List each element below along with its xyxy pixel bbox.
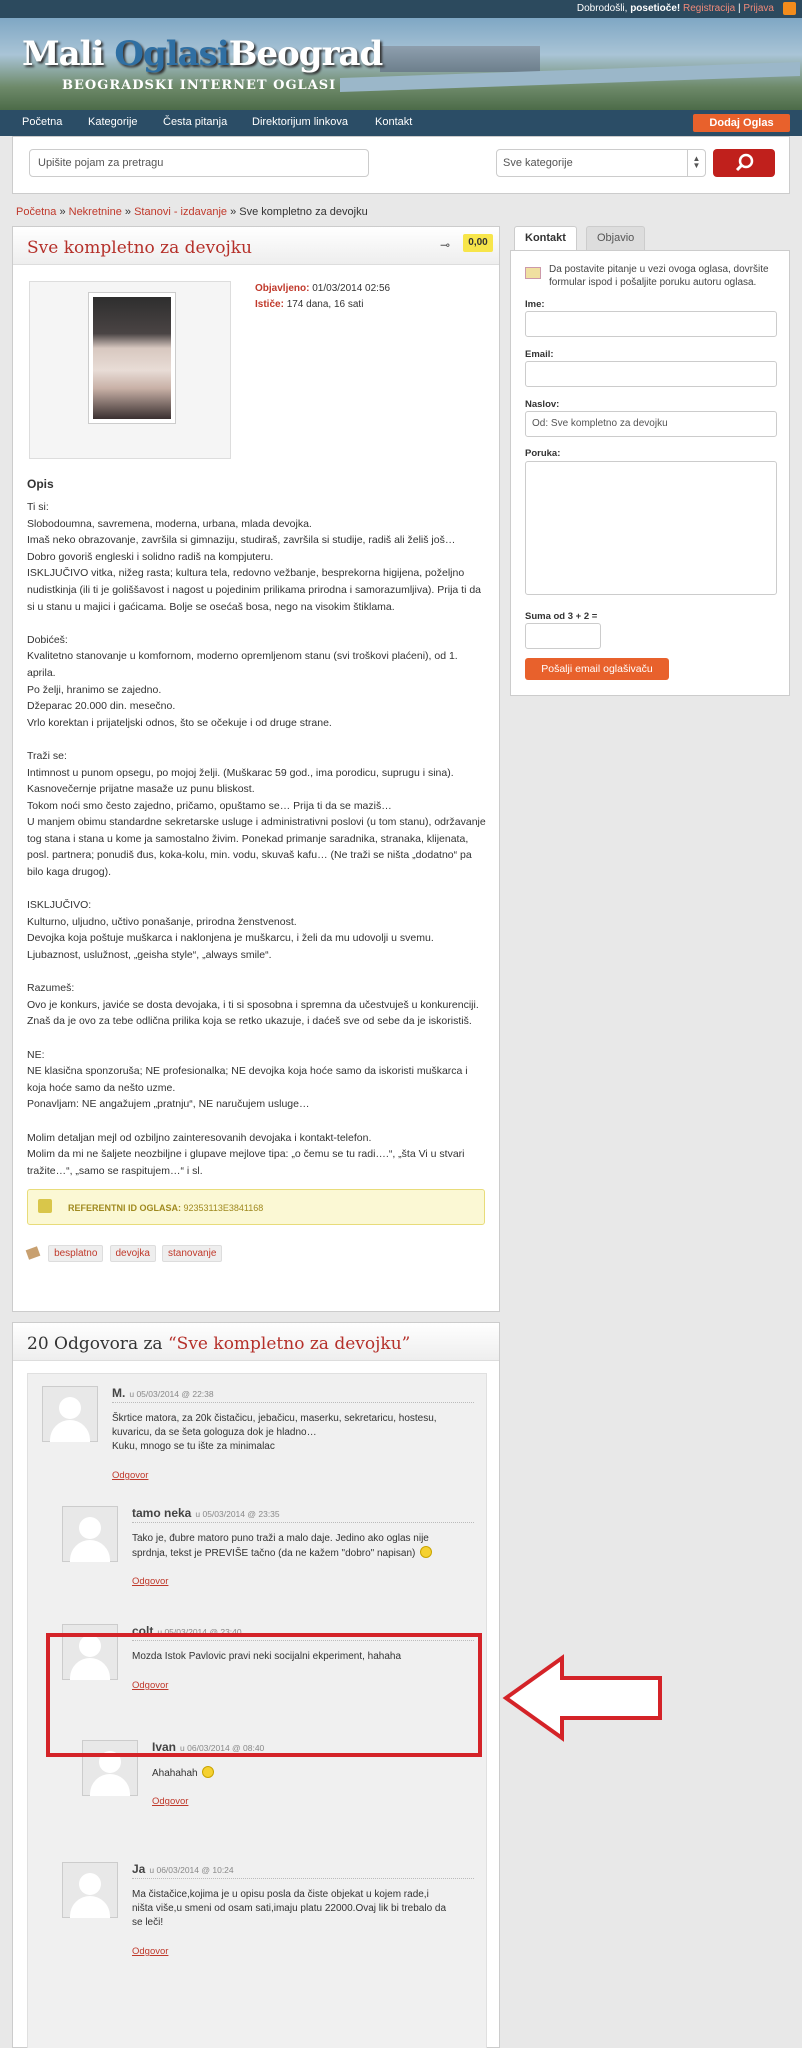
reply-link[interactable]: Odgovor [112, 1470, 149, 1481]
main-nav [0, 110, 802, 136]
mail-icon [525, 267, 541, 279]
comment-text: Škrtice matora, za 20k čistačicu, jebačicu, maserku, sekretaricu, hostesu, kuvaricu, da se šeta gologuza dok je hladno… Kuku, mnogo se tu ište za minimalac [112, 1413, 437, 1452]
reference-id-box [27, 1189, 485, 1225]
ad-panel [12, 226, 500, 1312]
comment-author[interactable]: colt [132, 1624, 154, 1638]
divider [112, 1402, 474, 1403]
message-label: Poruka: [525, 448, 561, 459]
breadcrumb-current: Sve kompletno za devojku [239, 206, 368, 218]
nav-item-home[interactable]: Početna [22, 116, 63, 128]
search-bar [12, 136, 790, 194]
comment-text: Ahahahah [152, 1768, 198, 1779]
breadcrumb-apartments[interactable]: Stanovi - izdavanje [134, 206, 228, 218]
select-arrows-icon: ▲ ▼ [687, 150, 705, 176]
search-button[interactable] [713, 149, 775, 177]
smiley-icon [202, 1766, 214, 1778]
breadcrumb-sep: » [124, 206, 132, 218]
site-logo[interactable] [22, 34, 382, 74]
expires-value: 174 dana, 16 sati [286, 299, 364, 310]
date-prefix: u [180, 1743, 185, 1753]
tab-author[interactable]: Objavio [586, 226, 645, 250]
top-bar [0, 0, 802, 18]
subject-field[interactable]: Od: Sve kompletno za devojku [525, 411, 777, 437]
breadcrumb-real-estate[interactable]: Nekretnine [68, 206, 122, 218]
comments-title [27, 1334, 410, 1354]
avatar [42, 1386, 98, 1442]
logo-part2: Oglasi [114, 34, 229, 74]
comment-author[interactable]: tamo neka [132, 1506, 192, 1520]
name-field[interactable] [525, 311, 777, 337]
divider [132, 1522, 474, 1523]
comment-date[interactable]: 05/03/2014 @ 23:35 [202, 1509, 280, 1519]
ad-description: Ti si: Slobodoumna, savremena, moderna, urbana, mlada devojka. Imaš neko obrazovanje, završila si gimnaziju, studiraš, završila si studije, radiš ali želiš još… Dobro govoriš engleski i solidno radiš na kompjuteru. ISKLJUČIVO vitka, nižeg rasta; kultura tela, redovno vežbanje, besprekorna higijena, poželjno nudistkinja (ili ti je goliššavost i nagost u pojedinim prilikama prirodna i samorazumljiva). Prija ti da si u stanu u majici i gaćicama. Bolje se osećaš bosa, nego na visokim štiklama. Dobićeš: Kvalitetno stanovanje u komfornom, moderno opremljenom stanu (svi troškovi plaćeni), od 1. aprila. Po želji, hranimo se zajedno. Džeparac 20.000 din. mesečno. Vrlo korektan i prijateljski odnos, što se očekuje i od druge strane. Traži se: Intimnost u punom opsegu, po mojoj želji. (Muškarac 59 god., ima porodicu, suprugu i sina). Kasnovečernje prijatne masaže uz punu bliskost. Tokom noći smo često zajedno, pričamo, opuštamo se… Prija ti da se maziš… U manjem obimu standardne sekretarske usluge i administrativni poslovi (u tom stanu), održavanje tog stana i stana u kome ja samostalno živim. Ponekad primanje saradnika, stranaka, klijenata, posl. partnera; ponudiš đus, koka-kolu, min. vodu, skuvaš kafu… (Ne traži se ništa „dodatno“ pa bilo kaga drugog). ISKLJUČIVO: Kulturno, uljudno, učtivo ponašanje, prirodna ženstvenost. Devojka koja poštuje muškarca i naklonjena je muškarcu, i želi da mu udovolji u svemu. Ljubaznost, uslužnost, „geisha style“, „always smile“. Razumeš: Ovo je konkurs, javiće se dosta devojaka, i ti si sposobna i spremna da učestvuješ u konkurenciji. Znaš da je ovo za tebe odlična prilika koja se retko ukazuje, i daćeš sve od sebe da je iskoristiš. NE: NE klasična sponzoruša; NE profesionalka; NE devojka koja hoće samo da iskoristi muškarca i koja hoće samo da nešto uzme. Ponavljam: NE angažujem „pratnju“, NE naručujem usluge… Molim detaljan mejl od ozbiljno zainteresovanih devojaka i kontakt-telefon. Molim da mi ne šaljete neozbiljne i glupave mejlove tipa: „o čemu se tu radi….“, „šta Vi u stvari tražite…“, „samo se raspitujem…“ i sl. [27, 501, 486, 1177]
comment-item [62, 1862, 474, 1972]
tag-item[interactable]: stanovanje [162, 1245, 222, 1262]
rss-icon[interactable] [783, 2, 796, 15]
subject-label: Naslov: [525, 399, 560, 410]
comments-title-bar [13, 1323, 499, 1361]
category-select[interactable] [496, 149, 706, 177]
site-header [0, 18, 802, 110]
email-label: Email: [525, 349, 554, 360]
reply-link[interactable]: Odgovor [132, 1946, 169, 1957]
ref-value: 92353113E3841168 [183, 1203, 264, 1213]
ad-title-bar [13, 227, 499, 265]
photo-gallery [29, 281, 231, 459]
nav-item-faq[interactable]: Česta pitanja [163, 116, 228, 128]
ad-meta [255, 281, 390, 313]
breadcrumb [16, 206, 368, 218]
comment-text-wrap [132, 1532, 432, 1561]
tag-item[interactable]: devojka [110, 1245, 156, 1262]
separator: | [738, 3, 741, 14]
avatar [62, 1506, 118, 1562]
contact-form [510, 250, 790, 696]
name-label: Ime: [525, 299, 545, 310]
captcha-field[interactable] [525, 623, 601, 649]
register-link[interactable]: Registracija [683, 3, 736, 14]
ad-title: Sve kompletno za devojku [27, 238, 252, 258]
greeting-prefix: Dobrodošli, [576, 3, 631, 14]
ref-label: REFERENTNI ID OGLASA: [68, 1203, 182, 1213]
site-subtitle: BEOGRADSKI INTERNET OGLASI [62, 78, 337, 93]
add-ad-button[interactable]: Dodaj Oglas [693, 114, 790, 132]
send-email-button[interactable]: Pošalji email oglašivaču [525, 658, 669, 680]
comment-date[interactable]: 05/03/2014 @ 22:38 [136, 1389, 214, 1399]
breadcrumb-sep: » [59, 206, 66, 218]
comment-text: Mozda Istok Pavlovic pravi neki socijalni ekperiment, hahaha [132, 1651, 402, 1662]
note-icon [38, 1199, 52, 1213]
tag-item[interactable]: besplatno [48, 1245, 103, 1262]
tags [27, 1245, 225, 1262]
comment-date[interactable]: 05/03/2014 @ 23:40 [164, 1627, 242, 1637]
breadcrumb-sep: » [230, 206, 237, 218]
comments-ad-title: “Sve kompletno za devojku” [167, 1334, 411, 1354]
message-textarea[interactable] [525, 461, 777, 595]
comment-text: Ma čistačice,kojima je u opisu posla da čiste objekat u kojem rade,i ništa više,u smeni od osam sati,imaju platu 22000.Ovaj lik bi trebalo da se leči! [132, 1889, 447, 1928]
comments-count: 20 Odgovora za [27, 1334, 163, 1354]
greeting-name: posetioče! [630, 3, 681, 14]
contact-sidebar [510, 226, 790, 696]
published-value: 01/03/2014 02:56 [312, 283, 391, 294]
smiley-icon [420, 1546, 432, 1558]
date-prefix: u [195, 1509, 201, 1519]
tab-contact[interactable]: Kontakt [514, 226, 577, 251]
contact-intro: Da postavite pitanje u vezi ovoga oglasa, dovršite formular ispod i pošaljite poruku autoru oglasa. [549, 264, 769, 288]
price-badge: 0,00 [463, 234, 493, 252]
logo-part3: Beograd [228, 34, 383, 74]
ad-photo[interactable] [88, 292, 176, 424]
reply-link[interactable]: Odgovor [132, 1576, 169, 1587]
comment-item [42, 1386, 474, 1486]
tag-icon [26, 1246, 41, 1260]
comment-item [62, 1506, 474, 1606]
nav-item-categories[interactable]: Kategorije [88, 116, 138, 128]
comment-date[interactable]: 06/03/2014 @ 08:40 [187, 1743, 265, 1753]
comment-text-wrap [152, 1766, 214, 1781]
date-prefix: u [157, 1627, 163, 1637]
reply-link[interactable]: Odgovor [152, 1796, 189, 1807]
nav-item-contact[interactable]: Kontakt [375, 116, 413, 128]
header-city-image [380, 46, 540, 72]
comment-date[interactable]: 06/03/2014 @ 10:24 [156, 1865, 234, 1875]
price-tag-icon: ⊸ [440, 238, 451, 252]
nav-item-link-directory[interactable]: Direktorijum linkova [252, 116, 348, 128]
comment-author[interactable]: M. [112, 1386, 126, 1400]
highlight-box [46, 1633, 482, 1757]
date-prefix: u [129, 1389, 135, 1399]
published-label: Objavljeno: [255, 283, 310, 294]
login-link[interactable]: Prijava [743, 3, 774, 14]
email-field[interactable] [525, 361, 777, 387]
breadcrumb-home[interactable]: Početna [16, 206, 57, 218]
comment-author[interactable]: Ja [132, 1862, 146, 1876]
avatar [62, 1862, 118, 1918]
divider [132, 1878, 474, 1879]
search-icon [713, 149, 775, 177]
reply-link[interactable]: Odgovor [132, 1680, 169, 1691]
description-heading: Opis [27, 477, 54, 491]
comment-text: Tako je, đubre matoro puno traži a malo daje. Jedino ako oglas nije sprdnja, tekst je PREVIŠE tačno (da ne kažem "dobro" napisan) [132, 1533, 429, 1559]
search-input[interactable]: Upišite pojam za pretragu [29, 149, 369, 177]
comment-author[interactable]: Ivan [152, 1740, 177, 1754]
category-select-value: Sve kategorije [503, 157, 573, 169]
annotation-arrow-icon [500, 1652, 666, 1744]
date-prefix: u [149, 1865, 155, 1875]
captcha-label: Suma od 3 + 2 = [525, 611, 598, 622]
expires-label: Ističe: [255, 299, 284, 310]
logo-part1: Mali [22, 34, 104, 74]
